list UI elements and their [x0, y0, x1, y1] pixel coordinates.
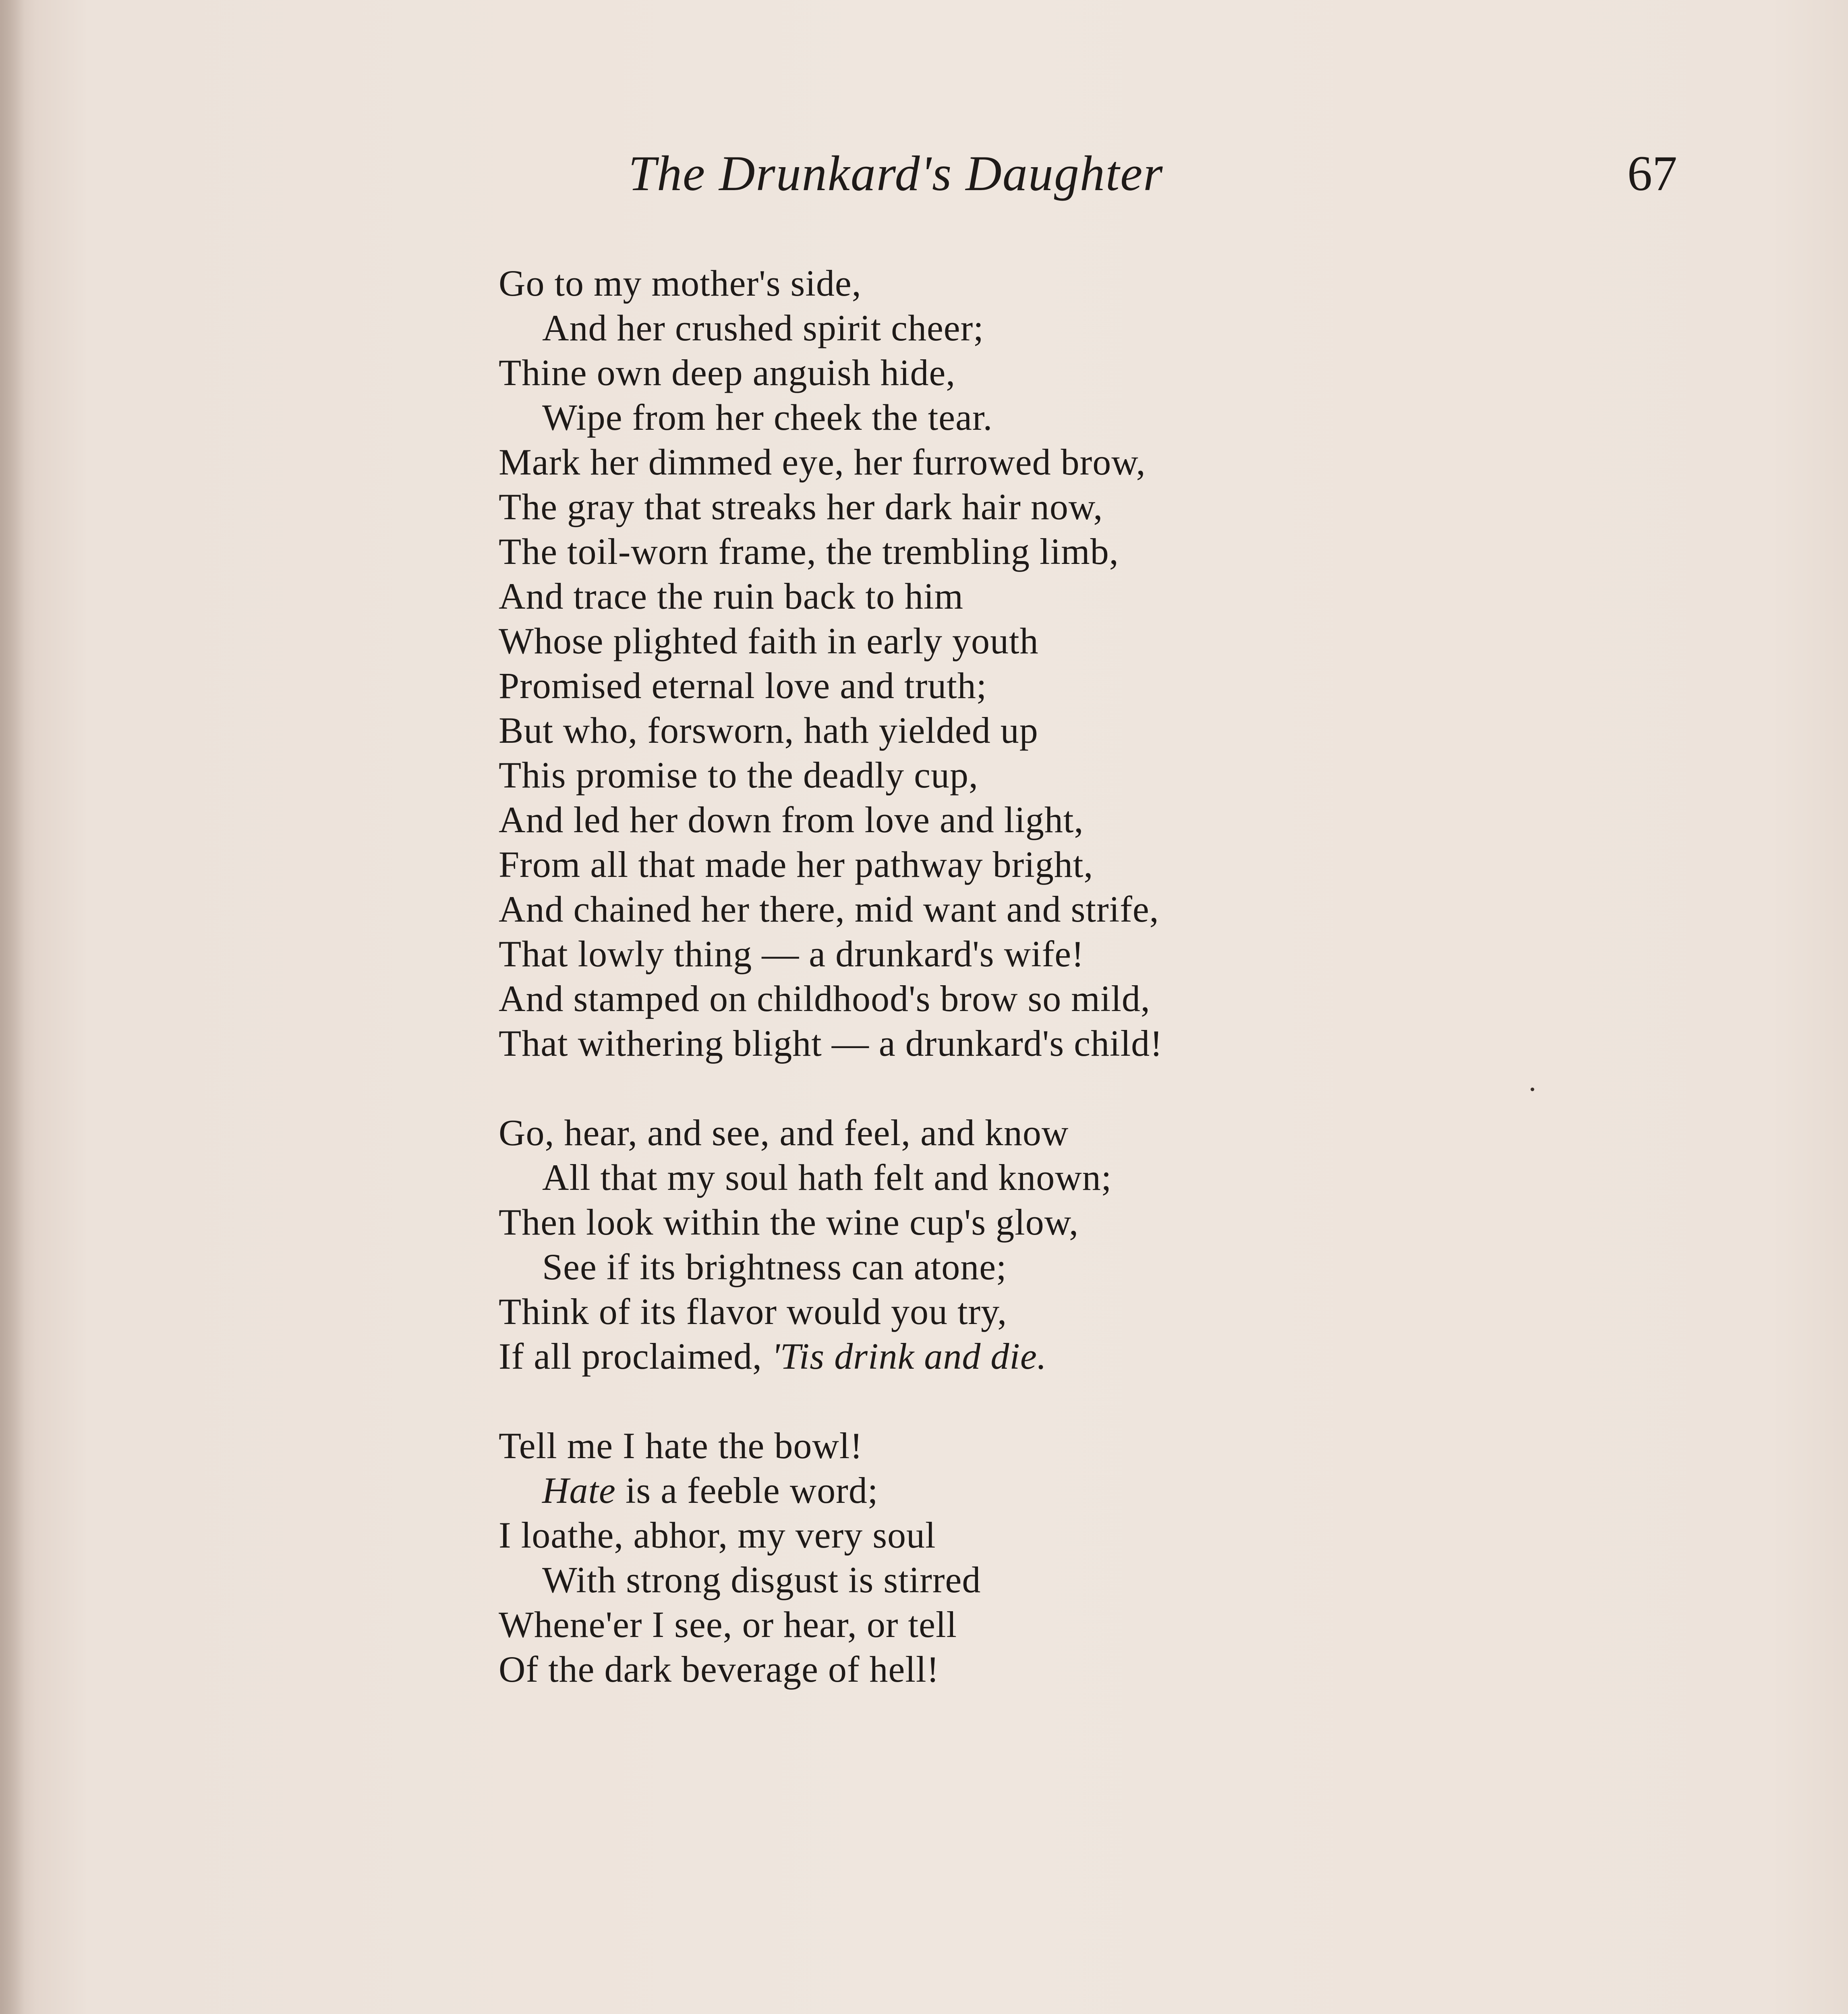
poem-body	[499, 261, 1425, 1692]
poem-line-italic: 'Tis drink and die.	[772, 1336, 1047, 1377]
poem-line: That lowly thing — a drunkard's wife!	[499, 933, 1084, 974]
poem-line: Go to my mother's side,	[499, 263, 862, 304]
poem-line: The gray that streaks her dark hair now,	[499, 486, 1103, 527]
poem-line-text: is a feeble word;	[615, 1470, 878, 1511]
poem-line: Tell me I hate the bowl!	[499, 1425, 863, 1466]
stanza	[499, 1111, 1425, 1379]
poem-line: And chained her there, mid want and strife,	[499, 889, 1159, 930]
poem-line: And stamped on childhood's brow so mild,	[499, 978, 1150, 1019]
poem-line-text: If all proclaimed,	[499, 1336, 772, 1377]
poem-line: But who, forsworn, hath yielded up	[499, 710, 1038, 751]
poem-line: Then look within the wine cup's glow,	[499, 1202, 1079, 1243]
poem-line: The toil-worn frame, the trembling limb,	[499, 531, 1119, 572]
poem-line: I loathe, abhor, my very soul	[499, 1515, 936, 1556]
poem-line: See if its brightness can atone;	[542, 1246, 1007, 1287]
poem-line	[499, 1468, 1425, 1513]
poem-line: Mark her dimmed eye, her furrowed brow,	[499, 441, 1146, 483]
poem-line: And trace the ruin back to him	[499, 576, 964, 617]
poem-line: And her crushed spirit cheer;	[542, 307, 984, 348]
poem-line: And led her down from love and light,	[499, 799, 1084, 840]
poem-line: Promised eternal love and truth;	[499, 665, 987, 706]
poem-line: Think of its flavor would you try,	[499, 1291, 1007, 1332]
poem-line: With strong disgust is stirred	[542, 1559, 981, 1600]
running-title: The Drunkard's Daughter	[628, 146, 1164, 201]
poem-line-italic: Hate	[542, 1470, 616, 1511]
poem-line: This promise to the deadly cup,	[499, 754, 978, 796]
page-number: 67	[1627, 146, 1677, 201]
poem-line: Go, hear, and see, and feel, and know	[499, 1112, 1069, 1153]
poem-line: Of the dark beverage of hell!	[499, 1649, 940, 1690]
page-gutter-shadow	[0, 0, 24, 2014]
poem-line: Whose plighted faith in early youth	[499, 620, 1039, 661]
poem-line: Wipe from her cheek the tear.	[542, 397, 993, 438]
poem-line: Whene'er I see, or hear, or tell	[499, 1604, 957, 1645]
poem-line: All that my soul hath felt and known;	[542, 1157, 1112, 1198]
poem-line	[499, 1334, 1425, 1379]
stanza	[499, 1423, 1425, 1692]
poem-line: Thine own deep anguish hide,	[499, 352, 956, 393]
stanza	[499, 261, 1425, 1066]
paper-speck	[1531, 1088, 1534, 1091]
poem-line: From all that made her pathway bright,	[499, 844, 1094, 885]
poem-line: That withering blight — a drunkard's child!	[499, 1023, 1163, 1064]
